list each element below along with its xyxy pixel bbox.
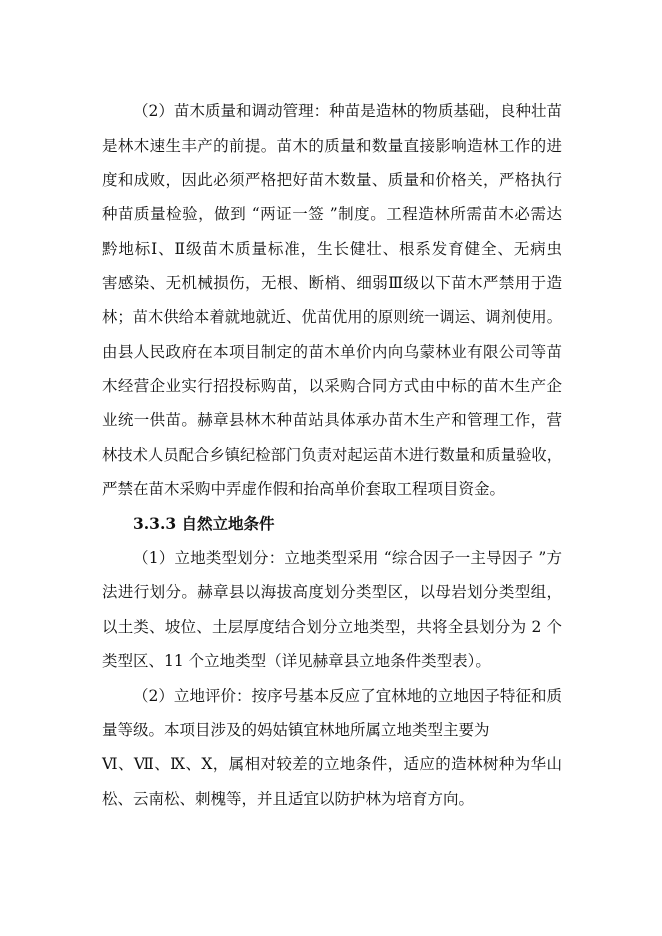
- text-line: Ⅵ、Ⅶ、Ⅸ、Ⅹ，属相对较差的立地条件，适应的造林树种为华山: [102, 755, 562, 773]
- text-line: 法进行划分。赫章县以海拔高度划分类型区，以母岩划分类型组，: [102, 583, 562, 601]
- text-line: （2）苗木质量和调动管理：种苗是造林的物质基础，良种壮苗: [133, 102, 562, 120]
- text-line: 黔地标Ⅰ、Ⅱ级苗木质量标准，生长健壮、根系发育健全、无病虫: [102, 240, 562, 258]
- text-line: 类型区、11 个立地类型（详见赫章县立地条件类型表）。: [102, 652, 491, 670]
- text-line: 是林木速生丰产的前提。苗木的质量和数量直接影响造林工作的进: [102, 137, 562, 155]
- text-line: 由县人民政府在本项目制定的苗木单价内向乌蒙林业有限公司等苗: [102, 343, 562, 361]
- text-line: 以土类、坡位、土层厚度结合划分立地类型，共将全县划分为 2 个: [102, 618, 562, 636]
- section-heading: 3.3.3 自然立地条件: [133, 514, 275, 533]
- text-line: 木经营企业实行招投标购苗，以采购合同方式由中标的苗木生产企: [102, 377, 562, 395]
- text-line: 种苗质量检验，做到 “两证一签 ”制度。工程造林所需苗木必需达: [102, 205, 562, 223]
- text-line: 严禁在苗木采购中弄虚作假和抬高单价套取工程项目资金。: [102, 480, 506, 498]
- text-line: 林技术人员配合乡镇纪检部门负责对起运苗木进行数量和质量验收，: [102, 446, 562, 464]
- text-line: 业统一供苗。赫章县林木种苗站具体承办苗木生产和管理工作，营: [102, 411, 562, 429]
- text-line: （2）立地评价：按序号基本反应了宜林地的立地因子特征和质: [133, 687, 562, 705]
- text-line: 度和成败，因此必须严格把好苗木数量、质量和价格关，严格执行: [102, 171, 562, 189]
- text-line: 林；苗木供给本着就地就近、优苗优用的原则统一调运、调剂使用。: [102, 308, 562, 326]
- text-line: （1）立地类型划分：立地类型采用 “综合因子一主导因子 ”方: [133, 549, 562, 567]
- text-line: 量等级。本项目涉及的妈姑镇宜林地所属立地类型主要为: [102, 721, 490, 739]
- text-line: 害感染、无机械损伤，无根、断梢、细弱Ⅲ级以下苗木严禁用于造: [102, 274, 562, 292]
- text-line: 松、云南松、刺槐等，并且适宜以防护林为培育方向。: [102, 790, 475, 808]
